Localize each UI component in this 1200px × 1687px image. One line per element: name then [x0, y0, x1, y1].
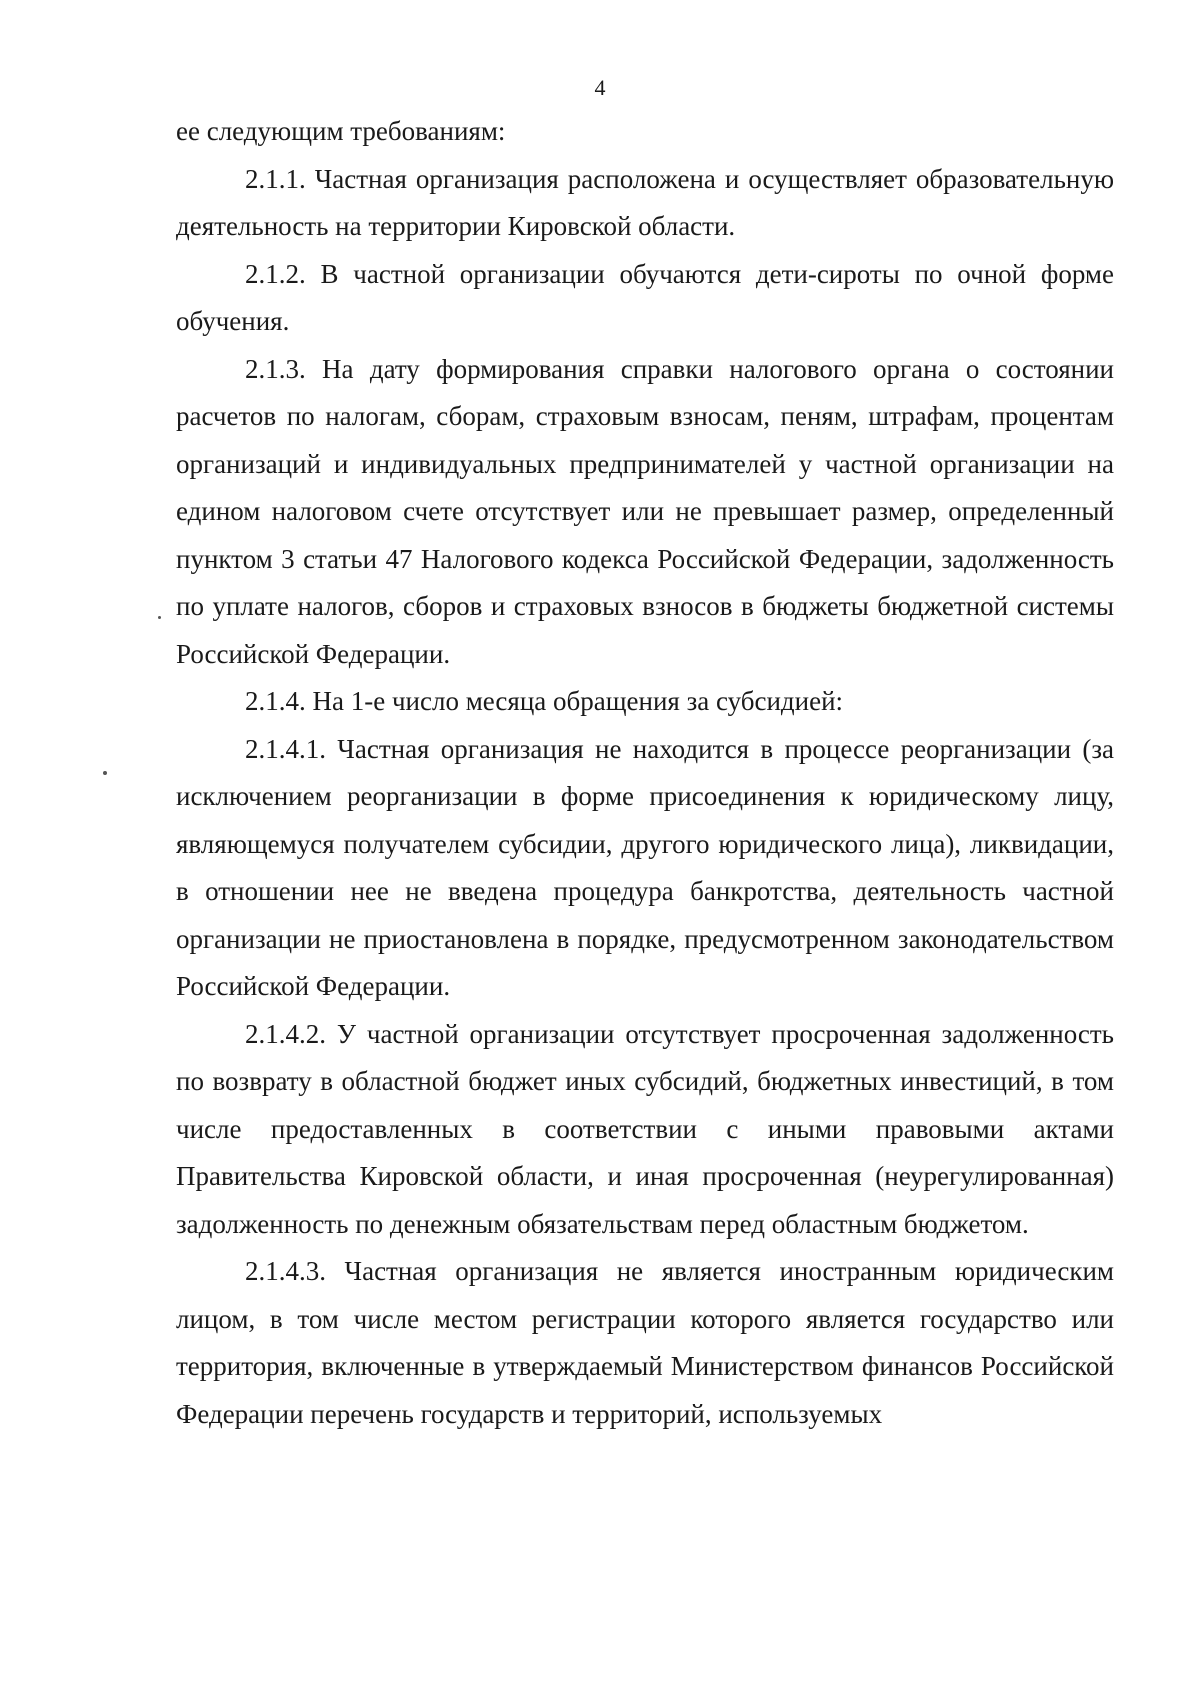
paragraph-continuation: ее следующим требованиям:: [176, 116, 506, 146]
scan-speck: [103, 771, 107, 775]
paragraph-2-1-1: 2.1.1. Частная организация расположена и осуществляет образовательную деятельность на территории Кировской области.: [176, 163, 1114, 241]
paragraph-2-1-4-1: 2.1.4.1. Частная организация не находится в процессе реорганизации (за исключением реорганизации в форме присоединения к юридическому лицу, являющемуся получателем субсидии, другого юридического лица), ликвидации, в отношении нее не введена процедура банкротства, деятельность частной организации не приостановлена в порядке, предусмотренном законодательством Российской Федерации.: [176, 733, 1114, 1001]
paragraph-2-1-4-3: 2.1.4.3. Частная организация не является иностранным юридическим лицом, в том числе местом регистрации которого является государство или территория, включенные в утверждаемый Министерством финансов Российской Федерации перечень государств и территорий, используемых: [176, 1256, 1114, 1429]
paragraph-2-1-4: 2.1.4. На 1-е число месяца обращения за субсидией:: [245, 686, 844, 716]
document-body: [176, 108, 1114, 1438]
paragraph-2-1-4-2: 2.1.4.2. У частной организации отсутствует просроченная задолженность по возврату в областной бюджет иных субсидий, бюджетных инвестиций, в том числе предоставленных в соответствии с иными правовыми актами Правительства Кировской области, и иная просроченная (неурегулированная) задолженность по денежным обязательствам перед областным бюджетом.: [176, 1018, 1114, 1239]
scan-speck: [158, 616, 161, 619]
paragraph-2-1-2: 2.1.2. В частной организации обучаются дети-сироты по очной форме обучения.: [176, 258, 1114, 336]
page-number: 4: [594, 75, 606, 100]
paragraph-2-1-3: 2.1.3. На дату формирования справки налогового органа о состоянии расчетов по налогам, сборам, страховым взносам, пеням, штрафам, процентам организаций и индивидуальных предпринимателей у частной организации на едином налоговом счете отсутствует или не превышает размер, определенный пунктом 3 статьи 47 Налогового кодекса Российской Федерации, задолженность по уплате налогов, сборов и страховых взносов в бюджеты бюджетной системы Российской Федерации.: [176, 353, 1114, 669]
